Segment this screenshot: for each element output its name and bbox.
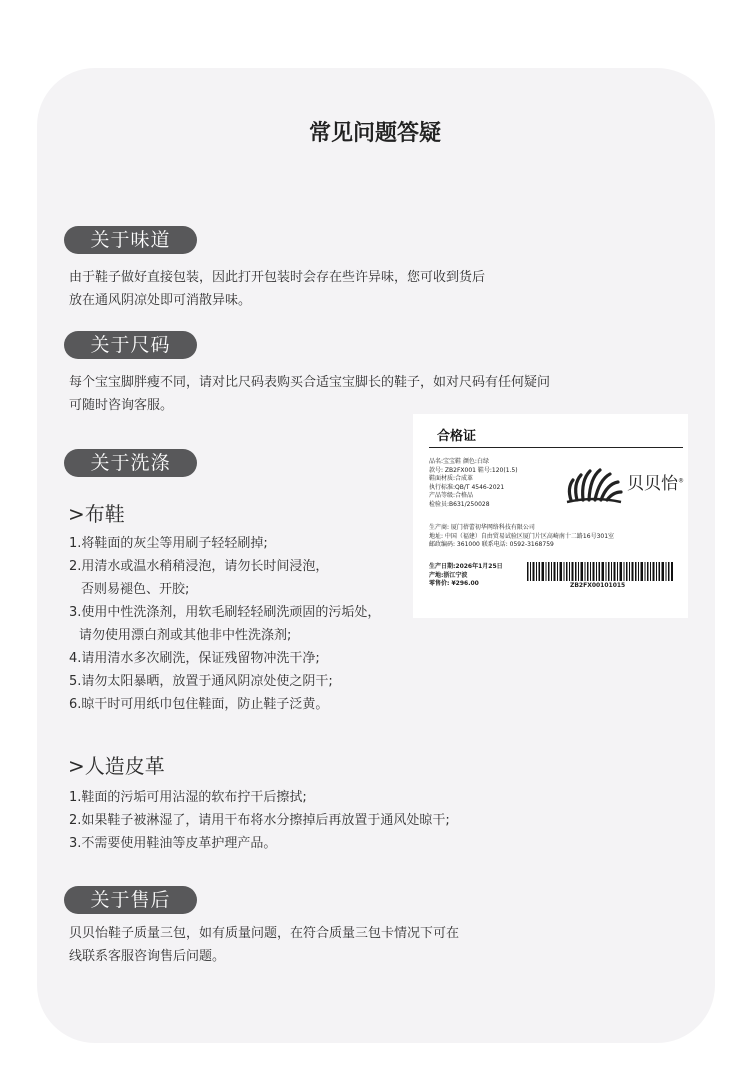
after-sales-line: 线联系客服咨询售后问题。 bbox=[69, 949, 226, 964]
leather-step: 1.鞋面的污垢可用沾湿的软布拧干后擦拭; bbox=[69, 790, 307, 805]
after-sales-line: 贝贝怡鞋子质量三包，如有质量问题，在符合质量三包卡情况下可在 bbox=[69, 926, 460, 941]
leather-heading: >人造皮革 bbox=[68, 754, 165, 778]
registered-mark: ® bbox=[678, 477, 684, 485]
certificate-label bbox=[413, 414, 688, 618]
certificate-product-info bbox=[429, 458, 518, 509]
cert-maker-line: 生产商: 厦门蓓蕾初华网络科技有限公司 bbox=[429, 524, 535, 531]
section-label-size: 关于尺码 bbox=[64, 331, 197, 359]
cert-info-line: 品名:宝宝鞋 颜色:白绿 bbox=[429, 458, 489, 465]
certificate-date-price bbox=[429, 563, 503, 589]
cert-info-line: 款号: ZB2FX001 鞋号:120(1.5) bbox=[429, 466, 518, 474]
wash-step: 1.将鞋面的灰尘等用刷子轻轻刷掉; bbox=[69, 536, 268, 551]
section-label-smell: 关于味道 bbox=[64, 226, 197, 254]
certificate-title: 合格证 bbox=[437, 429, 477, 444]
cert-bottom-line: 零售价: ¥296.00 bbox=[429, 580, 479, 587]
size-line: 可随时咨询客服。 bbox=[69, 398, 174, 413]
wash-step: 3.使用中性洗涤剂，用软毛刷轻轻刷洗顽固的污垢处， bbox=[69, 605, 381, 620]
smell-line: 由于鞋子做好直接包装，因此打开包装时会存在些许异味，您可收到货后 bbox=[69, 270, 486, 285]
section-label-after-sales: 关于售后 bbox=[64, 886, 197, 914]
barcode-number: ZB2FX00101015 bbox=[570, 582, 626, 589]
cert-bottom-line: 生产日期:2026年1月25日 bbox=[429, 563, 503, 570]
cloth-shoes-heading: >布鞋 bbox=[68, 502, 125, 526]
cert-maker-line: 邮政编码: 361000 联系电话: 0592-3168759 bbox=[429, 541, 554, 548]
page-title: 常见问题答疑 bbox=[308, 121, 441, 146]
barcode-image bbox=[527, 562, 673, 581]
wash-step: 5.请勿太阳暴晒，放置于通风阴凉处使之阴干; bbox=[69, 674, 333, 689]
leather-step: 2.如果鞋子被淋湿了，请用干布将水分擦掉后再放置于通风处晾干; bbox=[69, 813, 450, 828]
wash-step: 否则易褪色、开胶; bbox=[81, 582, 190, 597]
cert-maker-line: 地址: 中国（福建）自由贸易试验区厦门片区高崎南十二路16号301室 bbox=[429, 532, 615, 540]
brand-name bbox=[627, 469, 684, 494]
wash-step: 2.用清水或温水稍稍浸泡，请勿长时间浸泡， bbox=[69, 559, 329, 574]
cert-info-line: 执行标准:QB/T 4546-2021 bbox=[429, 483, 505, 491]
leather-step: 3.不需要使用鞋油等皮革护理产品。 bbox=[69, 836, 277, 851]
size-line: 每个宝宝脚胖瘦不同，请对比尺码表购买合适宝宝脚长的鞋子，如对尺码有任何疑问 bbox=[69, 375, 551, 390]
after-sales-text bbox=[69, 922, 459, 968]
certificate-divider bbox=[429, 447, 683, 448]
leather-steps bbox=[69, 786, 450, 855]
cert-info-line: 鞋面材质:合成革 bbox=[429, 475, 474, 482]
cert-info-line: 检验员:B631/250028 bbox=[429, 500, 490, 508]
shell-logo-icon bbox=[563, 466, 625, 506]
size-text bbox=[69, 371, 550, 417]
wash-step: 6.晾干时可用纸巾包住鞋面，防止鞋子泛黄。 bbox=[69, 697, 329, 712]
wash-step: 请勿使用漂白剂或其他非中性洗涤剂; bbox=[79, 628, 292, 643]
certificate-maker-info bbox=[429, 524, 614, 550]
smell-text bbox=[69, 266, 485, 312]
cert-info-line: 产品等级:合格品 bbox=[429, 492, 474, 499]
wash-step: 4.请用清水多次刷洗，保证残留物冲洗干净; bbox=[69, 651, 320, 666]
section-label-wash: 关于洗涤 bbox=[64, 449, 197, 477]
smell-line: 放在通风阴凉处即可消散异味。 bbox=[69, 293, 252, 308]
cloth-shoes-steps bbox=[69, 532, 380, 716]
brand-text: 贝贝怡 bbox=[627, 474, 678, 494]
cert-bottom-line: 产地:浙江宁波 bbox=[429, 571, 468, 579]
